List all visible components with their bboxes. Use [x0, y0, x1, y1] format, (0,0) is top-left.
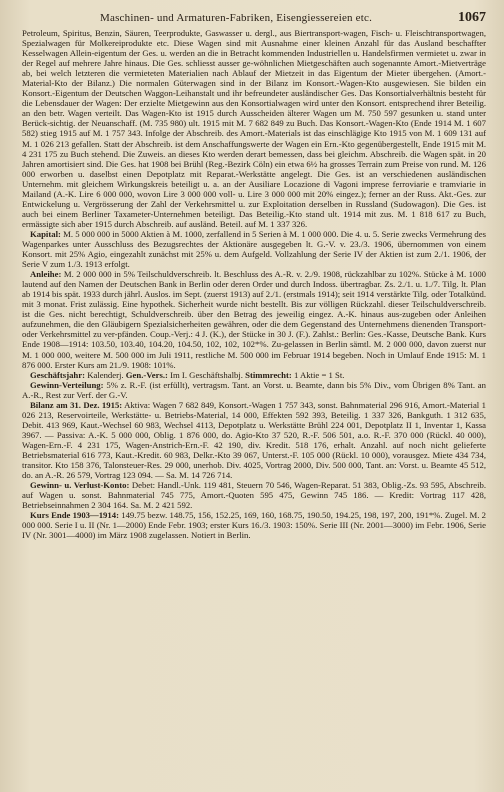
page-number: 1067 [458, 10, 486, 25]
geschaeftsjahr-label: Geschäftsjahr: [30, 369, 86, 380]
gewinn-verlust-paragraph [22, 480, 486, 510]
stimmrecht-label: Stimmrecht: [245, 369, 292, 380]
stimmrecht-text: 1 Aktie = 1 St. [293, 369, 345, 380]
bilanz-text: Aktiva: Wagen 7 682 849, Konsort.-Wagen 1 757 343, sonst. Bahnmaterial 296 916, Amort.-Material 1 026 213, Reservoirteile, Werkstätte- u. Betriebs-Material, 14 000, Effekten 592 393, Beteilig. 1 337 326, Bankguth. 1 312 635, Debit. 413 969, Kaut.-Wechsel 60 983, Wechsel 4113, Depotplatz u. Werkstätte Brühl 224 001, Depotplatz II 1, Inventar 1, Kassa 3967. — Passiva: A.-K. 5 000 000, Oblig. 1 876 000, do. Agio-Kto 37 520, R.-F. 506 501, a.o. R.-F. 370 000 (Rückl. 40 000), Wagen-Ern.-F. 4 231 175, Wagen-Anstrich-Ern.-F. 42 190, div. Kredit. 518 176, erhalt. Anzahl. auf noch nicht gelieferte Betriebsmaterial 616 773, Kaut.-Kredit. 60 983, Delkr.-Kto 39 067, Unterst.-F. 105 000 (Rückl. 10 000), vorausgez. Miete 434 734, transitor. Kto 158 376, Talonsteuer-Res. 29 000, unerhob. Div. 4025, Vortrag 2000, Div. 500 000, Tant. an: Vorst. u. Beamte 45 512, do. an A.-R. 26 579, Vortrag 123 094. — Sa. M. 14 726 714. [22, 399, 486, 481]
running-header [22, 10, 486, 26]
kurse-paragraph [22, 510, 486, 540]
anleihe-paragraph [22, 269, 486, 369]
kapital-text: M. 5 000 000 in 5000 Aktien à M. 1000, zerfallend in 5 Serien à M. 1 000 000. Die 4. u. 5. Serie zwecks Vermehrung des Wagenparkes unter Ausschluss des Bezugsrechtes der Aktionäre ausgegeben lt. G.-V. v. 23./3. 1906, übernommen von einem Konsort. mit 25% Agio, eingezahlt zunächst mit 25% u. dem Aufgeld. Vollzahlung der Serie IV der Aktien ist zum 2./1. 1906, der Serie V zum 1./3. 1913 erfolgt. [22, 228, 487, 270]
bilanz-label: Bilanz am 31. Dez. 1915: [30, 399, 123, 410]
gewinn-verteilung-text: 5% z. R.-F. (ist erfüllt), vertragsm. Tant. an Vorst. u. Beamte, dann bis 5% Div., vom Übrigen 8% Tant. an A.-R., Rest zur Verf. der G.-V. [22, 379, 487, 400]
header-title: Maschinen- und Armaturen-Fabriken, Eisengiessereien etc. [100, 12, 373, 24]
gewinn-verteilung-label: Gewinn-Verteilung: [30, 379, 104, 390]
gen-vers-label: Gen.-Vers.: [125, 369, 168, 380]
kurse-text: 149.75 bezw. 148.75, 156, 152.25, 169, 160, 168.75, 190.50, 194.25, 198, 197, 200, 191*%. Zugel. M. 2 000 000. Serie I u. II (Nr. 1—2000) Ende Febr. 1903; erster Kurs 16./3. 1903: 150%. Serie III (Nr. 2001—3000) im Febr. 1906, Serie IV (Nr. 3001—4000) im März 1908 zugelassen. Notiert in Berlin. [22, 510, 486, 541]
anleihe-text: M. 2 000 000 in 5% Teilschuldverschreib. lt. Beschluss des A.-R. v. 2./9. 1908, rückzahlbar zu 102%. Stücke à M. 1000 lautend auf den Namen der Deutschen Bank in Berlin oder deren Order und durch Indoss. übertragbar. Zs. 2./1. u. 1./7. Tilg. lt. Plan ab 1914 bis spät. 1933 durch jährl. Auslos. im Sept. (zuerst 1913) auf 2./1. (erstmals 1914); seit 1914 verstärkte Tilg. oder Totalkünd. mit 3 monat. Frist zulässig. Eine hypothek. Sicherheit wurde nicht bestellt. Bis zur völligen Rückzahl. dieser Teilschuldverschreib. ist die Ges. nicht berechtigt, Schuldverschreib. über den Betrag des jeweilig eingez. A.-K. hinaus aus-zugeben oder Anleihen aufzunehmen, die den Gläubigern Spezialsicherheiten gewähren, oder die dem Gegenstand des Unternehmens dienenden Transport- oder Verkehrsmittel zu ver-pfänden. Coup.-Verj.: 4 J. (K.), der Stücke in 30 J. (F.). Zahlst.: Berlin: Ges.-Kasse, Deutsche Bank. Kurs Ende 1908—1914: 103.50, 103.40, 104.20, 104.50, 102, 102, 102*%. Zu-gelassen in Berlin sämtl. M. 2 000 000, davon zuerst nur M. 1 000 000, weitere M. 500 000 im Juli 1911, restliche M. 500 000 im Februar 1914 begeben. Noch in Umlauf Ende 1915: M. 1 876 000. Erster Kurs am 21./9. 1908: 101%. [22, 269, 487, 370]
kurse-label: Kurs Ende 1903—1914: [30, 510, 119, 521]
gen-vers-text: Im I. Geschäftshalbj. [170, 369, 243, 380]
intro-paragraph: Petroleum, Spiritus, Benzin, Säuren, Teerprodukte, Gaswasser u. dergl., aus Biertransport-wagen, Fisch- u. Fleischtransportwagen, Spezialwagen für Molkereiprodukte etc. Diese Wagen sind mit Ausnahme einer kleinen Anzahl für das Ausland beschaffter Kesselwagen Allein-eigentum der Ges. u. werden an die in Betracht kommenden Industriellen u. Handelsfirmen vermietet u. zwar in der Regel auf mehrere Jahre hinaus. Die Ges. schliesst ausser ge-wöhnlichen Mietgeschäften auch sogenannte Amort.-Mietverträge ab, bei welch letzteren die vermieteten Materialien nach Ablauf der Mietzeit in das Eigentum der Mieter übergehen. (Amort.-Material-Kto der Bilanz.) Die normalen Güterwagen sind in der Bilanz im Konsort.-Wagen-Kto ausgewiesen. Sie bilden ein Konsort.-Eigentum der Deutschen Waggon-Leihanstalt und ihr befreundeter ausländischer Ges. Das Konsortialverhältnis besteht für die Lebensdauer der Wagen: Der erzielte Mietgewinn aus den Konsortialwagen wird unter den Konsort. entsprechend ihrer Beteilig. an den betr. Wagen verteilt. Das Wagen-Kto ist 1915 durch Ausscheiden älterer Wagen um M. 750 597 gesunken u. stand unter Berück-sichtig. der Neuanschaff. (M. 735 980) ult. 1915 mit M. 7 682 849 zu Buch. Das Konsort.-Wagen-Kto (Ende 1914 M. 1 607 582) stieg 1915 auf M. 1 757 343. Infolge der Abschreib. des Amort.-Materials ist das einschlägige Kto 1915 von M. 1 609 131 auf M. 1 026 213 gefallen. Statt der Abschreib. ist dem Anschaffungswerte der Wagen ein Ern.-Kto gegenübergestellt, Ende 1915 mit M. 4 231 175 zu Buch stehend. Die Zuweis. an dieses Kto werden derart bemessen, dass bei gleichm. Abschreib. die Wagen spät. in 20 Jahren amortisiert sind. Die Ges. hat 1908 bei Brühl (Reg.-Bezirk Cöln) ein etwa 6½ ha grosses Terrain zum Preise von rund. M. 126 000 erworben u. daselbst einen Depotplatz mit Reparat.-Werkstätte angelegt. Die Ges. ist an verschiedenen ausländischen Unternehm. mit gleichem Wirkungskreis beteiligt u. a. an der Ausiliare Locazione di Vagoni imprese ferroviarie e tramviarie in Mailand (A.-K. Lire 6 000 000, wovon Lire 3 000 000 voll- u. Lire 3 000 000 mit 20% eingez.); ferner an der Russ. Akt.-Ges. zur Entwickelung u. Vergrösserung der Zahl der Verkehrsmittel u. zur Exploitation derselben in Russland (Sudowagon). Die Ges. ist auch bei einem Berliner Taxameter-Unternehmen beteiligt. Das Beteilig.-Kto stand ult. 1914 mit zus. M. 1 818 617 zu Buch, ermässigte sich aber 1915 durch Abschreib. auf ausländ. Beteil. auf M. 1 337 326. [22, 28, 486, 229]
kapital-label: Kapital: [30, 228, 61, 239]
anleihe-label: Anleihe: [30, 269, 62, 280]
geschaeftsjahr-paragraph [22, 370, 486, 380]
bilanz-paragraph [22, 400, 486, 480]
gewinn-verlust-label: Gewinn- u. Verlust-Konto: [30, 480, 130, 491]
geschaeftsjahr-text: Kalenderj. [87, 369, 124, 380]
kapital-paragraph [22, 229, 486, 269]
gewinn-verteilung-paragraph [22, 380, 486, 400]
gewinn-verlust-text: Debet: Handl.-Unk. 119 481, Steuern 70 546, Wagen-Reparat. 51 383, Oblig.-Zs. 93 595, Abschreib. auf Wagen u. sonst. Bahnmaterial 745 775, Amort.-Quoten 595 475, Gewinn 745 186. — Kredit: Vortrag 117 428, Betriebseinnahmen 2 304 164. Sa. M. 2 421 592. [22, 480, 487, 511]
